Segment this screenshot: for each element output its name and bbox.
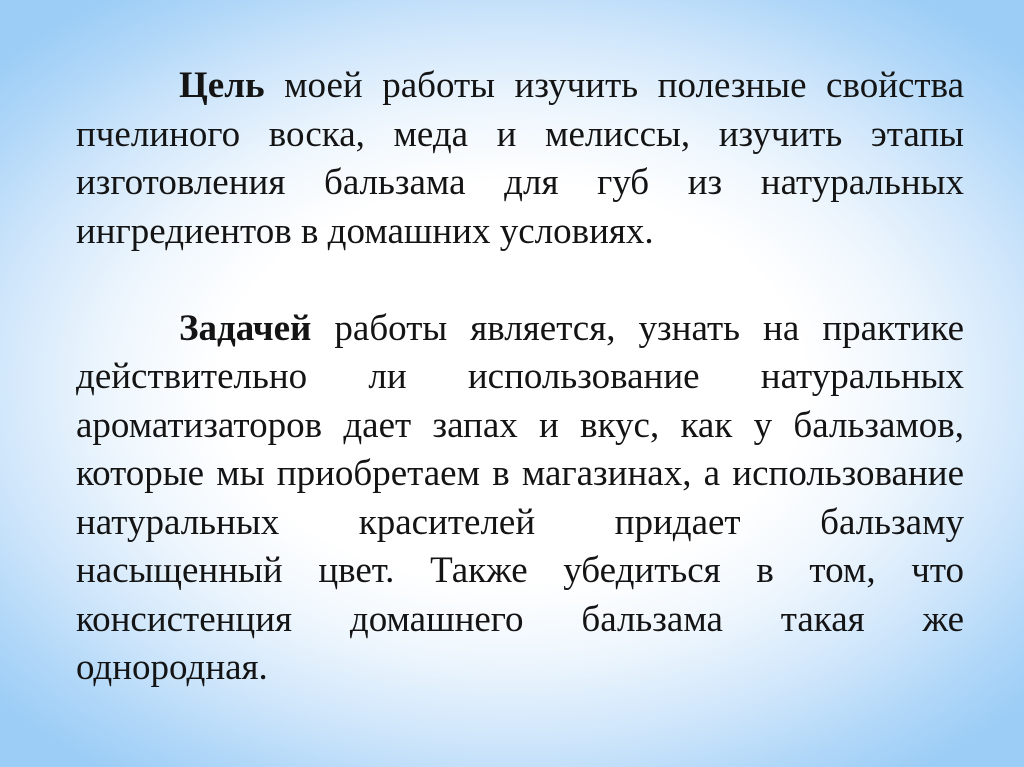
- slide-content: [76, 62, 964, 693]
- goal-heading: Цель: [179, 65, 265, 106]
- goal-text: моей работы изучить полезные свойства пчелиного воска, меда и мелиссы, изучить этапы изготовления бальзама для губ из натуральных ингредиентов в домашних условиях.: [76, 65, 964, 252]
- task-text: работы является, узнать на практике действительно ли использование натуральных ароматизаторов дает запах и вкус, как у бальзамов, которые мы приобретаем в магазинах, а использование натуральных красителей придает бальзаму насыщенный цвет. Также убедиться в том, что консистенция домашнего бальзама такая же однородная.: [76, 307, 964, 688]
- task-paragraph: [76, 305, 964, 693]
- goal-paragraph: [76, 62, 964, 256]
- task-heading: Задачей: [179, 307, 312, 349]
